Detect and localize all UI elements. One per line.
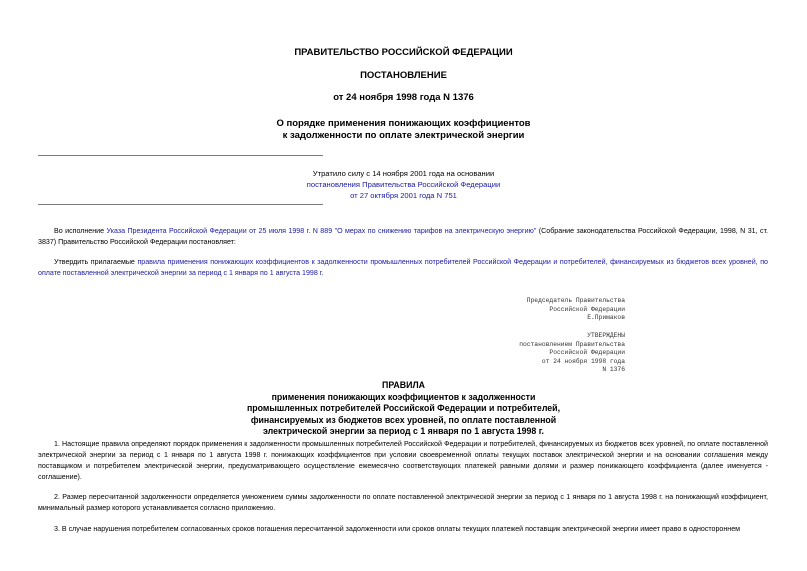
- rule-1: 1. Настоящие правила определяют порядок применения к задолженности промышленных потребителей Российской Федерации и потребителей, финансируемых из бюджетов всех уровней, по оплате поставленной электрической энергии за период с 1 января по 1 августа 1998 г. понижающих коэффициентов при условии своевременной оплаты текущих поставок электрической энергии и на основании соглашения между поставщиком и потребителем электрической энергии, предусматривающего осуществление ежемесячно соответствующих платежей равными долями и размер понижающего коэффициента (далее именуется - соглашение).: [38, 440, 768, 481]
- approval-heading: УТВЕРЖДЕНЫ: [587, 332, 625, 339]
- intro-paragraph: [38, 226, 768, 248]
- signature-position: Председатель Правительства: [526, 297, 625, 304]
- repeal-link-line2[interactable]: от 27 октября 2001 года N 751: [350, 191, 457, 200]
- document-title-line1: О порядке применения понижающих коэффициентов: [276, 118, 531, 129]
- approval-line5: N 1376: [602, 366, 625, 374]
- intro-suffix: (Собрание законодательства Российской Федерации, 1998, N 31, ст. 3837) Правительство Российской Федерации постановляет:: [38, 227, 768, 246]
- signature-block: [365, 297, 625, 323]
- rules-title-line1: ПРАВИЛА: [382, 380, 425, 390]
- signature-name: Е.Примаков: [587, 314, 625, 322]
- rules-link[interactable]: правила применения понижающих коэффициентов к задолженности промышленных потребителей Российской Федерации и потребителей, финансируемых из бюджетов всех уровней, по оплате поставленной электрической энергии за период с 1 января по 1 августа 1998 г.: [38, 258, 768, 277]
- document-title-line2: к задолженности по оплате электрической энергии: [282, 130, 525, 141]
- document-type: ПОСТАНОВЛЕНИЕ: [360, 70, 447, 81]
- approval-prefix: Утвердить прилагаемые: [54, 258, 138, 266]
- rule-3: 3. В случае нарушения потребителем согласованных сроков погашения пересчитанной задолженности или сроков оплаты текущих платежей поставщик электрической энергии имеет право в одностороннем: [54, 525, 741, 533]
- repeal-link-line1[interactable]: постановления Правительства Российской Федерации: [306, 180, 501, 189]
- government-name: ПРАВИТЕЛЬСТВО РОССИЙСКОЙ ФЕДЕРАЦИИ: [294, 47, 513, 58]
- rules-title-line5: электрической энергии за период с 1 января по 1 августа 1998 г.: [262, 426, 545, 436]
- approval-line3: Российской Федерации: [549, 349, 625, 357]
- approval-line2: постановлением Правительства: [519, 340, 625, 348]
- decree-link[interactable]: Указа Президента Российской Федерации от 25 июля 1998 г. N 889 "О мерах по снижению тарифов на электрическую энергию": [106, 227, 537, 235]
- rule-2: 2. Размер пересчитанной задолженности определяется умножением суммы задолженности по оплате поставленной электрической энергии за период с 1 января по 1 августа 1998 г. на понижающий коэффициент, минимальный размер которого устанавливается согласно приложению.: [38, 493, 768, 512]
- rules-title-line2: применения понижающих коэффициентов к задолженности: [271, 391, 536, 402]
- rules-title-line3: промышленных потребителей Российской Федерации и потребителей,: [246, 403, 561, 413]
- approval-block: [365, 332, 625, 375]
- divider-top: [38, 155, 323, 156]
- status-note: Утратило силу с 14 ноября 2001 года на основании: [312, 169, 495, 178]
- rules-title: [0, 380, 807, 438]
- signature-country: Российской Федерации: [549, 305, 625, 313]
- intro-prefix: Во исполнение: [54, 227, 107, 235]
- rules-title-line4: финансируемых из бюджетов всех уровней, по оплате поставленной: [250, 414, 557, 425]
- divider-bottom: [38, 204, 323, 205]
- approval-line4: от 24 ноября 1998 года: [541, 357, 625, 365]
- approval-paragraph: [38, 257, 768, 279]
- document-date-number: от 24 ноября 1998 года N 1376: [333, 92, 474, 103]
